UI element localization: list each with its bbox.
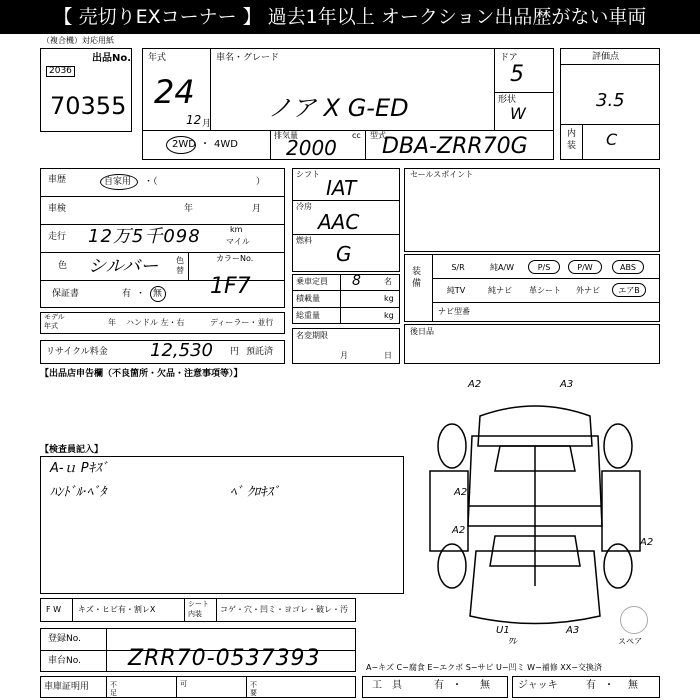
interior-value: C <box>606 130 618 149</box>
year-value: 24 <box>154 73 195 111</box>
model-value: DBA-ZRR70G <box>382 134 528 159</box>
displacement-unit: cc <box>352 131 361 140</box>
banner: 【 売切りEXコーナー 】 過去1年以上 オークション出品歴がない車両 <box>0 0 700 34</box>
warranty-no: 無 <box>153 289 163 299</box>
cert-opt1: 不足 <box>110 681 117 697</box>
model-year-unit: 年 <box>108 318 116 327</box>
tools-yes: 有 <box>434 680 444 691</box>
lot-code: 2036 <box>46 66 75 77</box>
equip-abs: ABS <box>612 260 644 274</box>
fw-label: F W <box>46 605 62 614</box>
seller-notes-label: 【出品店申告欄（不良箇所・欠品・注意事項等）】 <box>40 369 243 379</box>
equip-tv: 純TV <box>446 286 466 295</box>
ac-value: AAC <box>318 210 360 234</box>
diagram-mark-5: A2 <box>640 537 654 548</box>
recycle-value: 12,530 <box>150 340 213 361</box>
equip-pw: P/W <box>568 260 602 274</box>
cert-opt3: 不要 <box>250 681 257 697</box>
body-shape-value: W <box>510 104 526 123</box>
drive-4wd: 4WD <box>214 139 238 150</box>
car-name-label: 車名・グレード <box>216 53 280 63</box>
spare-circle <box>620 606 648 634</box>
diagram-mark-8: ﾜﾚ <box>508 637 518 647</box>
doors-value: 5 <box>510 62 524 87</box>
weight-unit: kg <box>384 311 394 320</box>
cert-label: 車庫証明用 <box>44 682 90 692</box>
nav-model-label: ナビ型番 <box>438 307 470 316</box>
fuel-value: G <box>336 242 352 266</box>
diagram-mark-1: A2 <box>468 379 482 390</box>
sales-point-label: セールスポイント <box>410 170 474 179</box>
inspector-label: 【検査員記入】 <box>40 445 104 455</box>
recycle-note: 預託済 <box>246 347 274 357</box>
equip-leather: 革シート <box>529 286 561 295</box>
body-shape-label: 形状 <box>498 95 517 105</box>
fw-text: キズ・ヒビ有・割レX <box>78 605 156 614</box>
warranty-yes: 有 <box>122 289 132 299</box>
mileage-label: 走行 <box>48 232 67 242</box>
warranty-label: 保証書 <box>52 289 80 299</box>
drive-2wd: 2WD <box>172 139 196 150</box>
load-label: 積載量 <box>296 294 320 303</box>
color-label: 色 <box>58 261 68 271</box>
diagram-mark-6: U1 <box>496 625 510 636</box>
displacement-label: 排気量 <box>274 131 298 140</box>
inspection-label: 車検 <box>48 204 67 214</box>
tools-label: 工 具 <box>372 680 402 691</box>
mileage-value: 12万5千098 <box>88 226 201 247</box>
diagram-mark-2: A3 <box>560 379 574 390</box>
jack-yes: 有 <box>586 680 596 691</box>
color-code-label: カラーNo. <box>216 254 254 263</box>
equip-aw: 純A/W <box>489 263 515 272</box>
history-label: 車歴 <box>48 175 67 185</box>
inspection-month-unit: 月 <box>252 204 262 214</box>
jack-label: ジャッキ <box>518 680 558 691</box>
inspector-line1: A-ｕ Pｷｽﾞ <box>50 461 109 476</box>
doors-label: ドア <box>500 53 518 63</box>
name-change-label: 名変期限 <box>296 331 328 340</box>
top-note: （複合機）対応用紙 <box>42 36 114 45</box>
equip-navi: 純ナビ <box>488 286 512 295</box>
capacity-unit: 名 <box>384 277 392 286</box>
legend-text: A−キズ C−腐食 E−エクボ S−サビ U−凹ミ W−補修 XX−交換済 <box>366 663 602 672</box>
history-close: ） <box>256 177 266 187</box>
recycle-unit: 円 <box>230 347 240 357</box>
inspector-line2: ﾊﾝﾄﾞﾙ·ﾍﾞﾀ <box>50 485 107 500</box>
sales-point-box <box>404 168 660 252</box>
registration-label: 登録No. <box>48 634 81 644</box>
spare-label: スペア <box>618 637 642 646</box>
capacity-value: 8 <box>352 273 361 289</box>
capacity-label: 乗車定員 <box>296 277 328 286</box>
shift-value: IAT <box>326 176 357 200</box>
later-date-label: 後日品 <box>410 327 434 336</box>
color-value: シルバー <box>88 256 159 277</box>
color-change-label: 色替 <box>176 256 184 275</box>
interior-label: 内装 <box>567 129 577 151</box>
mileage-unit-mile: マイル <box>226 237 250 246</box>
weight-label: 総重量 <box>296 311 320 320</box>
ac-label: 冷房 <box>296 202 312 211</box>
tools-no: 無 <box>480 680 490 691</box>
equip-sr: S/R <box>451 263 465 272</box>
year-label: 年式 <box>148 53 167 63</box>
load-unit: kg <box>384 294 394 303</box>
fuel-label: 燃料 <box>296 236 312 245</box>
history-other: ・（ <box>144 177 158 187</box>
seat-label2: 内装 <box>188 610 202 618</box>
color-code: 1F7 <box>210 274 251 299</box>
name-change-unit: 月 <box>340 351 348 360</box>
history-private: 自家用 <box>104 177 132 187</box>
diagram-mark-3: A2 <box>454 487 468 498</box>
year-month: 12 <box>186 113 202 127</box>
model-label: 型式 <box>370 131 386 140</box>
seat-text: コゲ・穴・凹ミ・ヨゴレ・破レ・汚 <box>220 605 348 614</box>
car-diagram <box>410 376 660 646</box>
year-month-unit: 月 <box>202 119 212 129</box>
handle-label: ハンドル 左・右 <box>126 318 185 327</box>
inspector-line3: ﾍﾞ ｸﾛｷｽﾞ <box>230 485 280 500</box>
equipment-label: 装備 <box>412 267 422 289</box>
seat-label1: シート <box>188 600 209 608</box>
inspector-box <box>40 456 404 594</box>
chassis-value: ZRR70-0537393 <box>128 646 321 671</box>
name-change-day-unit: 日 <box>384 351 392 360</box>
recycle-label: リサイクル料金 <box>46 347 108 357</box>
chassis-label: 車台No. <box>48 656 81 666</box>
equip-ps: P/S <box>528 260 560 274</box>
shift-label: シフト <box>296 170 320 179</box>
equip-ext-navi: 外ナビ <box>576 286 600 295</box>
lot-number: 70355 <box>50 92 127 120</box>
diagram-mark-4: A2 <box>452 525 466 536</box>
model-year-label1: モデル <box>44 313 65 321</box>
displacement-value: 2000 <box>286 136 337 160</box>
inspection-year-unit: 年 <box>184 204 194 214</box>
later-date-box <box>404 324 660 364</box>
diagram-mark-7: A3 <box>566 625 580 636</box>
model-year-label2: 年式 <box>44 322 58 330</box>
dealer-label: ディーラー・並行 <box>210 318 274 327</box>
equip-airbag: エアB <box>612 283 646 297</box>
score-value: 3.5 <box>596 90 625 111</box>
lot-label: 出品No. <box>92 53 132 64</box>
mileage-unit-km: km <box>230 225 243 234</box>
car-name-value: ノア X G-ED <box>268 94 409 122</box>
score-label: 評価点 <box>592 52 620 62</box>
jack-no: 無 <box>628 680 638 691</box>
cert-opt2: 可 <box>180 680 187 688</box>
